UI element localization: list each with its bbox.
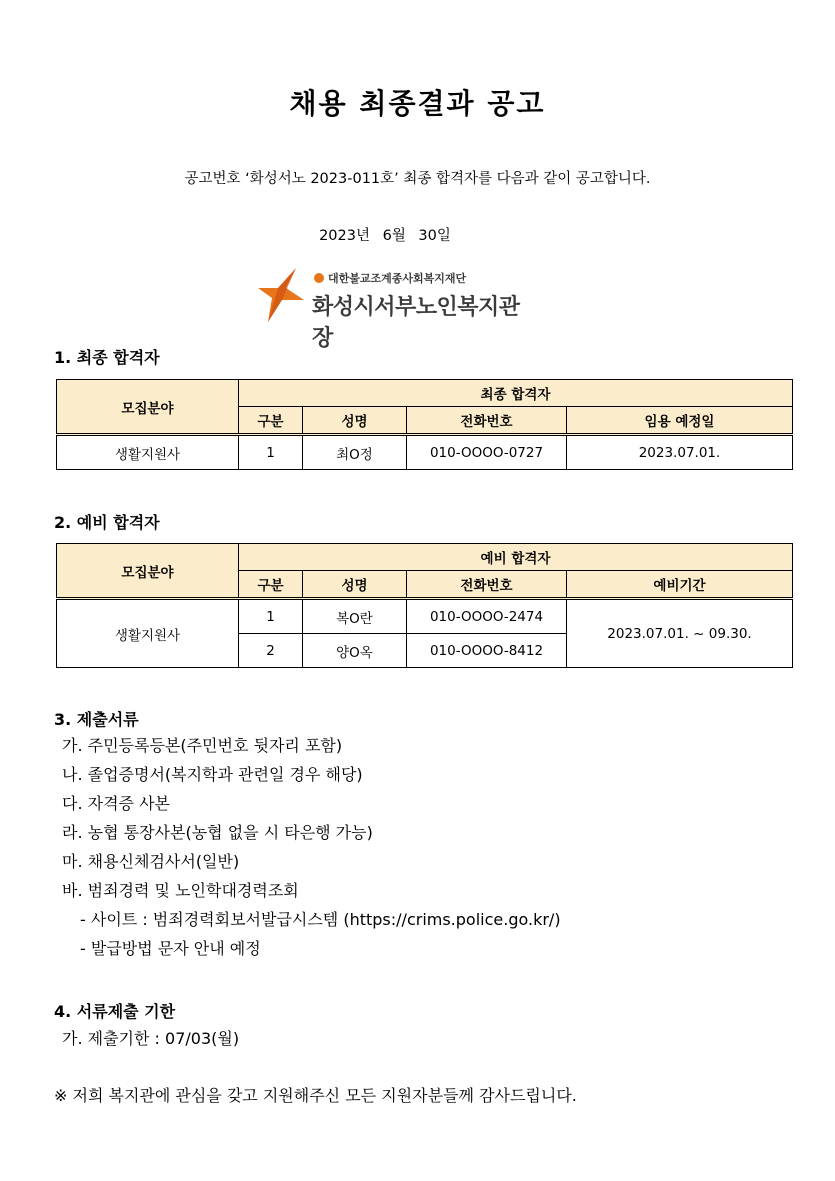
list-item: 마. 채용신체검사서(일반) — [62, 852, 240, 871]
table-row — [57, 435, 793, 470]
section4-heading: 4. 서류제출 기한 — [54, 1002, 176, 1021]
cell-no: 1 — [239, 435, 303, 470]
list-subitem: - 사이트 : 범죄경력회보서발급시스템 (https://crims.police.go.kr/) — [80, 910, 561, 929]
cell-no: 2 — [239, 634, 303, 668]
deadline-list — [62, 1024, 239, 1053]
reserve-passers-table — [56, 543, 793, 668]
logo-star-icon — [256, 266, 306, 324]
cell-name: 양O옥 — [303, 634, 407, 668]
required-documents-list — [62, 731, 561, 963]
section1-heading: 1. 최종 합격자 — [54, 348, 160, 367]
list-item: 라. 농협 통장사본(농협 없을 시 타은행 가능) — [62, 823, 373, 842]
section3-heading: 3. 제출서류 — [54, 710, 139, 729]
buddhist-emblem-icon — [314, 273, 324, 283]
intro-text: 공고번호 ‘화성서노 2023-011호’ 최종 합격자를 다음과 같이 공고합니다. — [184, 171, 651, 187]
col-header: 예비기간 — [567, 571, 793, 599]
list-item: 나. 졸업증명서(복지학과 관련일 경우 해당) — [62, 765, 363, 784]
col-header: 구분 — [239, 407, 303, 435]
list-item: 다. 자격증 사본 — [62, 794, 170, 813]
col-header: 전화번호 — [407, 407, 567, 435]
cell-name: 복O란 — [303, 599, 407, 634]
logo-org-line — [314, 270, 466, 286]
list-item: 바. 범죄경력 및 노인학대경력조회 — [62, 881, 299, 900]
cell-field: 생활지원사 — [57, 599, 239, 668]
cell-field: 생활지원사 — [57, 435, 239, 470]
cell-phone: 010-OOOO-2474 — [407, 599, 567, 634]
list-item: 가. 주민등록등본(주민번호 뒷자리 포함) — [62, 736, 343, 755]
group-header: 예비 합격자 — [239, 544, 793, 571]
cell-phone: 010-OOOO-8412 — [407, 634, 567, 668]
group-header: 최종 합격자 — [239, 380, 793, 407]
cell-name: 최O정 — [303, 435, 407, 470]
col-header: 구분 — [239, 571, 303, 599]
cell-period: 2023.07.01. ~ 09.30. — [567, 599, 793, 668]
col-field-header: 모집분야 — [57, 544, 239, 599]
table-row — [57, 599, 793, 634]
col-header: 임용 예정일 — [567, 407, 793, 435]
col-header: 성명 — [303, 571, 407, 599]
logo-org-text: 대한불교조계종사회복지재단 — [328, 272, 467, 285]
closing-note: ※ 저희 복지관에 관심을 갖고 지원해주신 모든 지원자분들께 감사드립니다. — [54, 1086, 577, 1105]
cell-phone: 010-OOOO-0727 — [407, 435, 567, 470]
list-item: 가. 제출기한 : 07/03(월) — [62, 1029, 240, 1048]
col-field-header: 모집분야 — [57, 380, 239, 435]
col-header: 성명 — [303, 407, 407, 435]
col-header: 전화번호 — [407, 571, 567, 599]
announcement-date: 2023년 6월 30일 — [319, 228, 451, 244]
logo-name: 화성시서부노인복지관장 — [312, 295, 520, 351]
section2-heading: 2. 예비 합격자 — [54, 513, 160, 532]
page-title: 채용 최종결과 공고 — [289, 87, 546, 120]
final-passers-table — [56, 379, 793, 470]
list-subitem: - 발급방법 문자 안내 예정 — [80, 939, 261, 958]
organization-logo — [256, 266, 536, 351]
cell-no: 1 — [239, 599, 303, 634]
cell-date: 2023.07.01. — [567, 435, 793, 470]
